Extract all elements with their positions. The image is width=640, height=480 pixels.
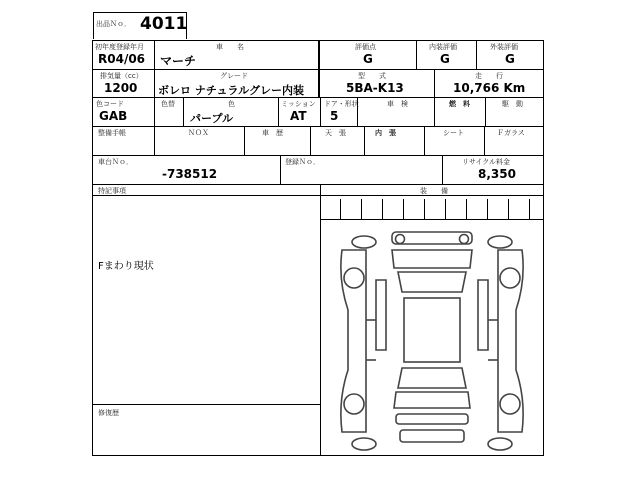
exterior-score-value: G [505, 52, 515, 66]
displacement-value: 1200 [104, 81, 138, 95]
recycle-fee-label: リサイクル料金 [462, 158, 511, 166]
score-label: 評価点 [355, 43, 376, 51]
drive-label: 駆 動 [502, 100, 523, 108]
chassis-no-value: -738512 [162, 167, 218, 181]
front-glass-label: Ｆガラス [497, 129, 525, 137]
inspection-label: 車 検 [387, 100, 408, 108]
displacement-label: 排気量（cc） [100, 72, 143, 80]
mission-label: ミッション [281, 100, 316, 108]
doors-value: 5 [330, 109, 339, 123]
model-label: 型 式 [358, 72, 386, 80]
reg-year-value: R04/06 [98, 52, 146, 66]
car-name-label: 車 名 [216, 43, 244, 51]
interior-lining-label: 内 張 [375, 129, 396, 137]
lot-number: 4011 [140, 14, 188, 34]
car-body-diagram [320, 220, 543, 455]
notes-label: 特記事項 [98, 187, 126, 195]
roof-lining-label: 天 張 [325, 129, 346, 137]
grade-label: グレード [220, 72, 248, 80]
door-shape-label: ドア・形状 [324, 100, 359, 108]
mission-value: AT [290, 109, 307, 123]
registration-no-label: 登録Ｎｏ． [285, 158, 320, 166]
maintenance-manual-label: 整備手帳 [98, 129, 126, 137]
fuel-label: 燃 料 [449, 100, 470, 108]
repair-history-label: 修復歴 [98, 409, 119, 417]
exterior-score-label: 外装評価 [490, 43, 518, 51]
lot-number-label: 出品Ｎｏ． [96, 20, 131, 28]
model-value: 5BA-K13 [346, 81, 404, 95]
nox-label: ＮＯＸ [188, 129, 209, 137]
car-name-value: マーチ [160, 54, 197, 68]
interior-score-label: 内装評価 [429, 43, 457, 51]
color-code-value: GAB [99, 109, 128, 123]
color-value: パープル [190, 112, 234, 125]
notes-text: Fまわり現状 [98, 261, 154, 272]
color-change-label: 色替 [161, 100, 175, 108]
color-code-label: 色コード [96, 100, 124, 108]
mileage-value: 10,766 Km [453, 81, 526, 95]
interior-score-value: G [440, 52, 450, 66]
recycle-fee-value: 8,350 [478, 167, 516, 181]
reg-year-label: 初年度登録年月 [95, 43, 144, 51]
score-value: G [363, 52, 373, 66]
mileage-label: 走 行 [475, 72, 503, 80]
chassis-no-label: 車台Ｎｏ． [98, 158, 133, 166]
equipment-checkbox-grid [320, 199, 543, 219]
vehicle-history-label: 車 歴 [262, 129, 283, 137]
equipment-label: 装 備 [420, 187, 448, 195]
grade-value: ボレロ ナチュラルグレー内装 [158, 84, 304, 97]
color-label: 色 [228, 100, 235, 108]
seat-label: シート [443, 129, 464, 137]
